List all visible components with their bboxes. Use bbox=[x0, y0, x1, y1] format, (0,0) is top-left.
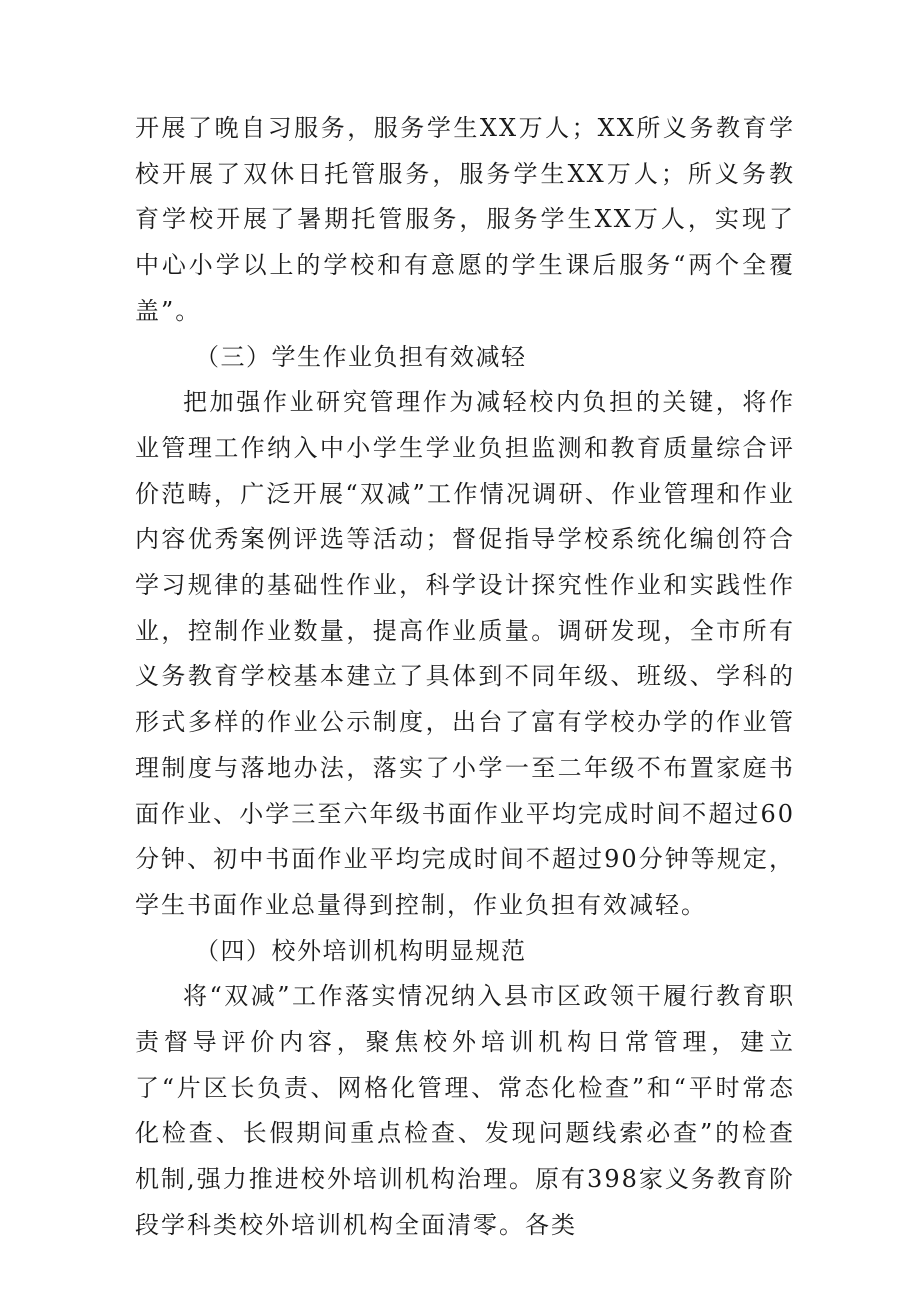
paragraph-training-institution-governance: 将“双减”工作落实情况纳入县市区政领干履行教育职责督导评价内容，聚焦校外培训机构日常管理，建立了“片区长负责、网格化管理、常态化检查”和“平时常态化检查、长假期间重点检查、发现问题线索必查”的检查机制,强力推进校外培训机构治理。原有398家义务教育阶段学科类校外培训机构全面清零。各类 bbox=[135, 982, 795, 1239]
document-body bbox=[135, 106, 795, 1249]
section-heading-off-campus-training: （四）校外培训机构明显规范 bbox=[195, 936, 527, 965]
paragraph-homework-management: 把加强作业研究管理作为减轻校内负担的关键，将作业管理工作纳入中小学生学业负担监测和教育质量综合评价范畴，广泛开展“双减”工作情况调研、作业管理和作业内容优秀案例评选等活动；督促指导学校系统化编创符合学习规律的基础性作业，科学设计探究性作业和实践性作业，控制作业数量，提高作业质量。调研发现，全市所有义务教育学校基本建立了具体到不同年级、班级、学科的形式多样的作业公示制度，出台了富有学校办学的作业管理制度与落地办法，落实了小学一至二年级不布置家庭书面作业、小学三至六年级书面作业平均完成时间不超过60分钟、初中书面作业平均完成时间不超过90分钟等规定，学生书面作业总量得到控制，作业负担有效减轻。 bbox=[135, 388, 795, 919]
section-heading-homework-burden: （三）学生作业负担有效减轻 bbox=[195, 342, 527, 371]
paragraph-after-school-services: 开展了晚自习服务，服务学生XX万人；XX所义务教育学校开展了双休日托管服务，服务学生XX万人；所义务教育学校开展了暑期托管服务，服务学生XX万人，实现了中心小学以上的学校和有意愿的学生课后服务“两个全覆盖”。 bbox=[135, 114, 795, 325]
